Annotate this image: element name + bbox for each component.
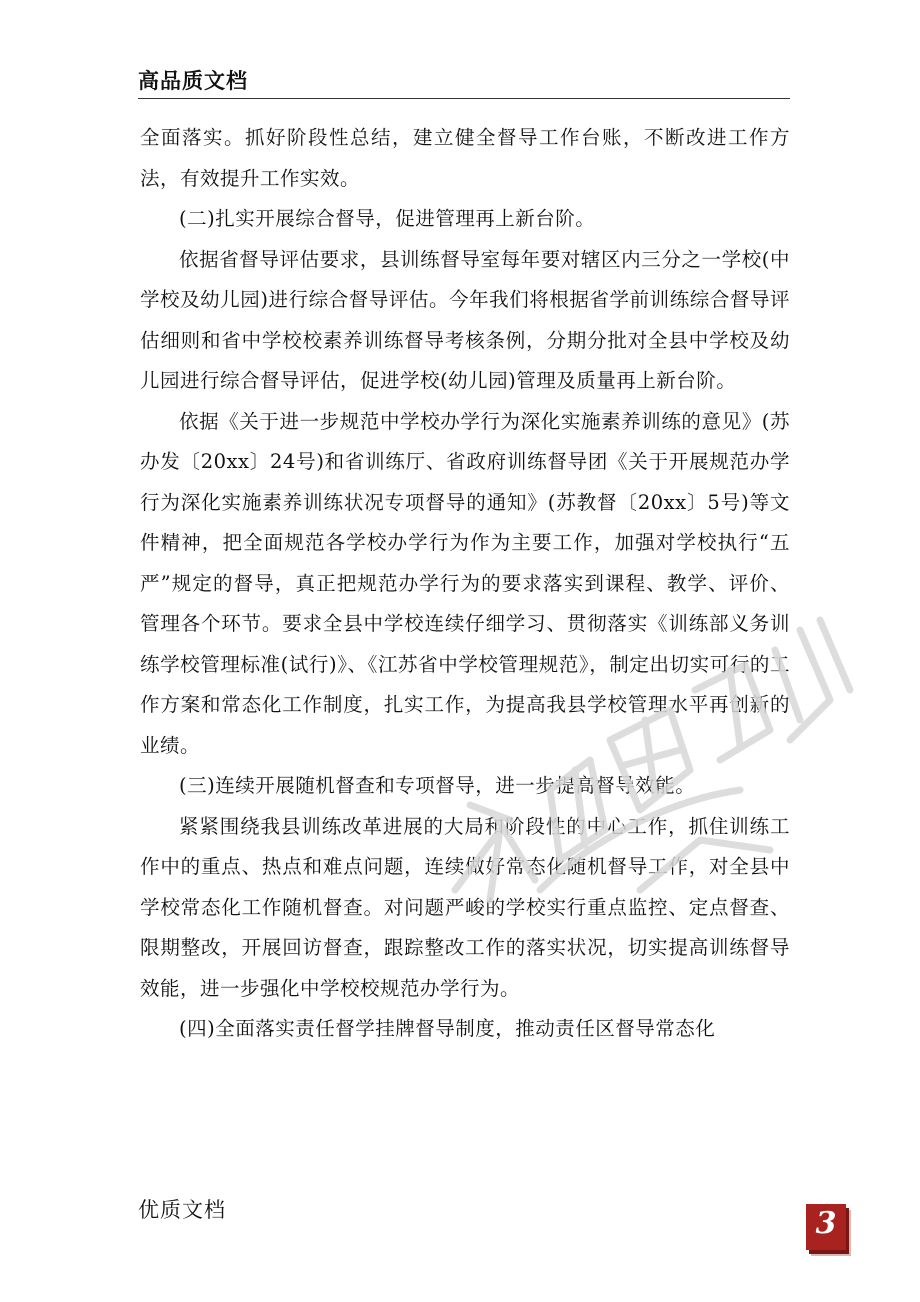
paragraph-1: 全面落实。抓好阶段性总结，建立健全督导工作台账，不断改进工作方法，有效提升工作实效。 (140, 126, 790, 190)
footer-title: 优质文档 (138, 1198, 226, 1222)
paragraph-7: (四)全面落实责任督学挂牌督导制度，推动责任区督导常态化 (179, 1017, 716, 1040)
paragraph-2: (二)扎实开展综合督导，促进管理再上新台阶。 (179, 207, 596, 230)
paragraph-6: 紧紧围绕我县训练改革进展的大局和阶段性的中心工作，抓住训练工作中的重点、热点和难点问题，连续做好常态化随机督导工作，对全县中学校常态化工作随机督查。对问题严峻的学校实行重点监控、定点督查、限期整改，开展回访督查，跟踪整改工作的落实状况，切实提高训练督导效能，进一步强化中学校校规范办学行为。 (140, 814, 790, 1000)
paragraph-3: 依据省督导评估要求，县训练督导室每年要对辖区内三分之一学校(中学校及幼儿园)进行综合督导评估。今年我们将根据省学前训练综合督导评估细则和省中学校校素养训练督导考核条例，分期分批对全县中学校及幼儿园进行综合督导评估，促进学校(幼儿园)管理及质量再上新台阶。 (140, 247, 790, 392)
page-header (138, 68, 790, 99)
paragraph-4: 依据《关于进一步规范中学校办学行为深化实施素养训练的意见》(苏办发〔20xx〕24号)和省训练厅、省政府训练督导团《关于开展规范办学行为深化实施素养训练状况专项督导的通知》(苏教督〔20xx〕5号)等文件精神，把全面规范各学校办学行为作为主要工作，加强对学校执行“五严”规定的督导，真正把规范办学行为的要求落实到课程、教学、评价、管理各个环节。要求全县中学校连续仔细学习、贯彻落实《训练部义务训练学校管理标准(试行)》、《江苏省中学校管理规范》，制定出切实可行的工作方案和常态化工作制度，扎实工作，为提高我县学校管理水平再创新的业绩。 (140, 409, 790, 757)
paragraph-5: (三)连续开展随机督查和专项督导，进一步提高督导效能。 (179, 774, 696, 797)
document-body (140, 118, 790, 1050)
page-number-badge: 3 (806, 1204, 846, 1250)
header-title: 高品质文档 (138, 69, 248, 93)
